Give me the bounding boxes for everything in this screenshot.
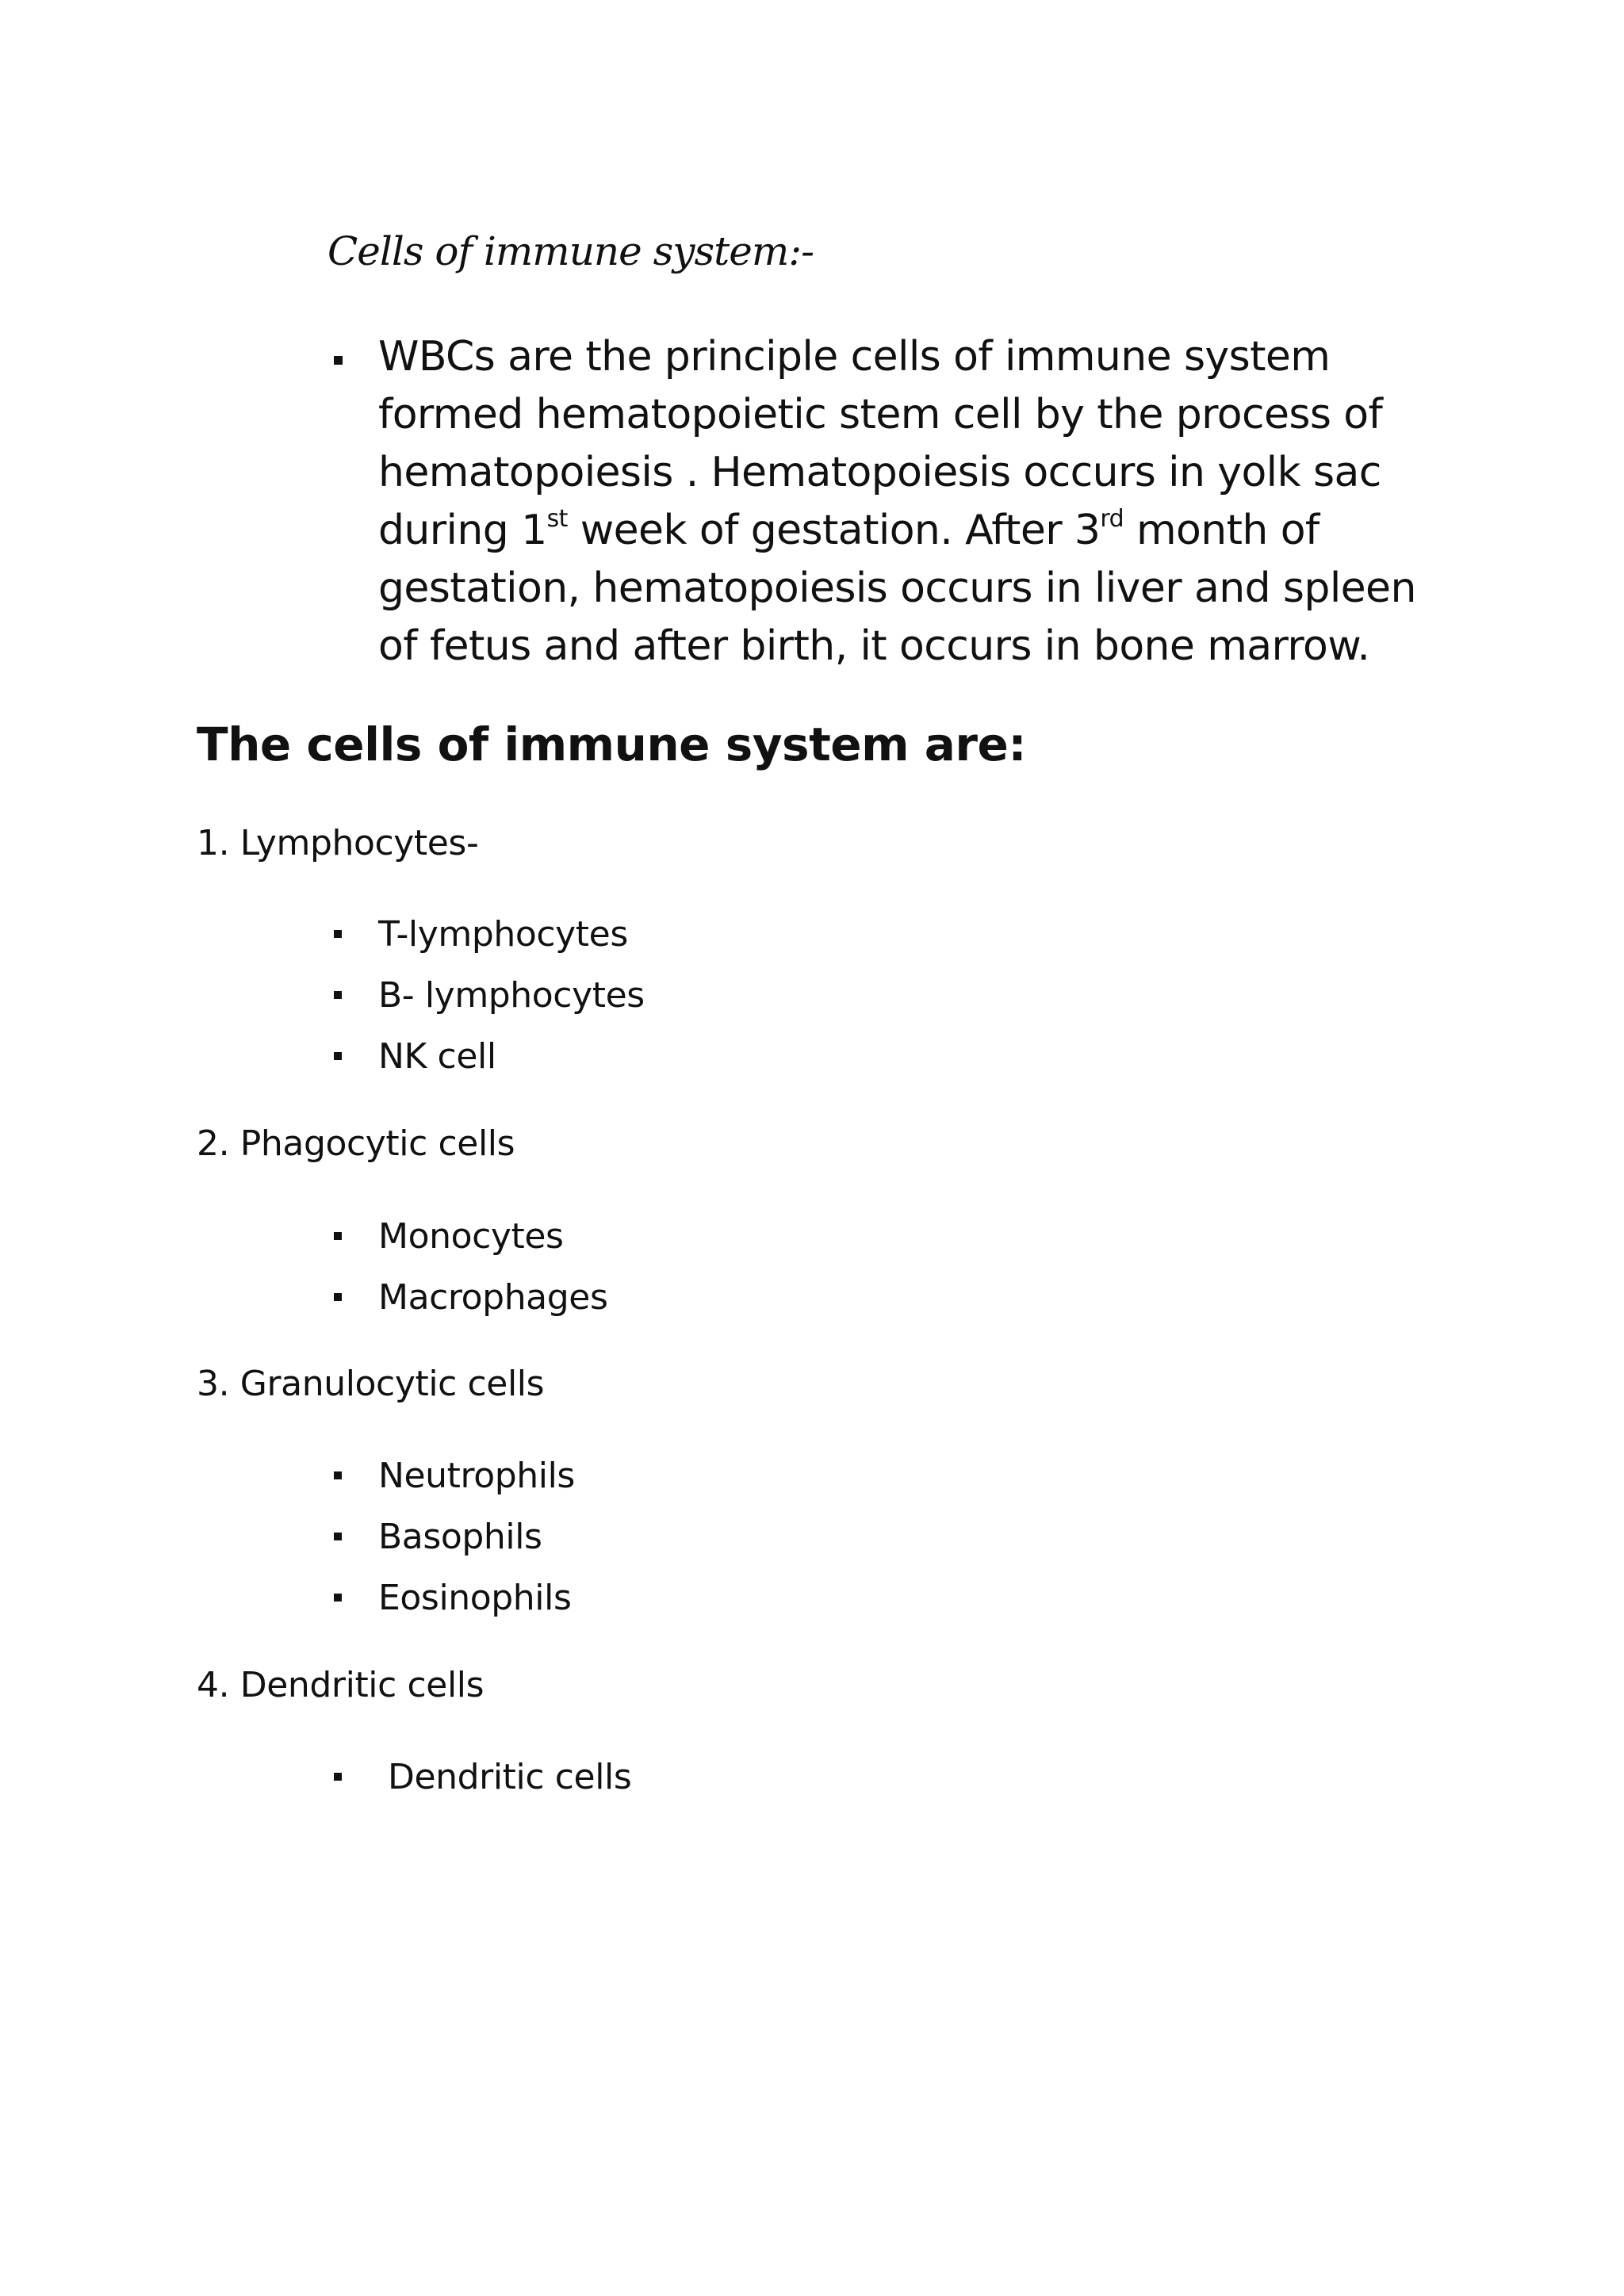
list-item-label: Basophils (378, 1517, 542, 1557)
list-item-label: Monocytes (378, 1216, 564, 1257)
intro-text-part-1: WBCs are the principle cells of immune system formed hematopoietic stem cell by the process of hematopoiesis . Hematopoiesis occurs in yolk sac during 1 (378, 333, 1383, 554)
square-bullet-icon (334, 1293, 342, 1301)
list-item (327, 1267, 607, 1328)
intro-paragraph (327, 328, 1454, 675)
list-item (327, 965, 645, 1026)
list-item (327, 1206, 607, 1267)
intro-text-part-3: month of gestation, hematopoiesis occurs in liver and spleen of fetus and after birth, it occurs in bone marrow. (378, 507, 1416, 670)
granulocytic-list (327, 1445, 575, 1628)
group-heading-phagocytic: 2. Phagocytic cells (197, 1123, 515, 1164)
document-title: Cells of immune system:- (327, 228, 814, 274)
phagocytic-list (327, 1206, 607, 1328)
group-heading-granulocytic: 3. Granulocytic cells (197, 1364, 545, 1404)
square-bullet-icon (334, 1052, 342, 1060)
ordinal-suffix: rd (1100, 505, 1124, 533)
square-bullet-icon (334, 991, 342, 999)
list-item-label: NK cell (378, 1036, 496, 1077)
list-item (327, 904, 645, 965)
list-item (327, 1747, 631, 1808)
square-bullet-icon (334, 1533, 342, 1540)
group-heading-dendritic: 4. Dendritic cells (197, 1665, 485, 1705)
list-item-label: Eosinophils (378, 1578, 572, 1618)
intro-list (327, 328, 1454, 675)
list-item-label: B- lymphocytes (378, 975, 645, 1016)
list-item-label: T-lymphocytes (378, 914, 628, 955)
list-item (327, 1506, 575, 1567)
square-bullet-icon (334, 930, 342, 938)
intro-text-part-2: week of gestation. After 3 (567, 507, 1101, 554)
section-heading: The cells of immune system are: (197, 718, 1027, 771)
list-item (327, 1445, 575, 1506)
dendritic-list (327, 1747, 631, 1808)
list-item-label: Macrophages (378, 1277, 608, 1318)
group-heading-lymphocytes: 1. Lymphocytes- (197, 823, 479, 863)
square-bullet-icon (334, 1471, 342, 1479)
square-bullet-icon (334, 1594, 342, 1601)
square-bullet-icon (334, 356, 343, 365)
list-item (327, 1567, 575, 1628)
square-bullet-icon (334, 1232, 342, 1240)
ordinal-suffix: st (546, 505, 568, 533)
lymphocytes-list (327, 904, 645, 1087)
square-bullet-icon (334, 1773, 342, 1781)
list-item-label: Neutrophils (378, 1456, 575, 1496)
list-item-label: Dendritic cells (388, 1757, 632, 1797)
list-item (327, 1026, 645, 1087)
